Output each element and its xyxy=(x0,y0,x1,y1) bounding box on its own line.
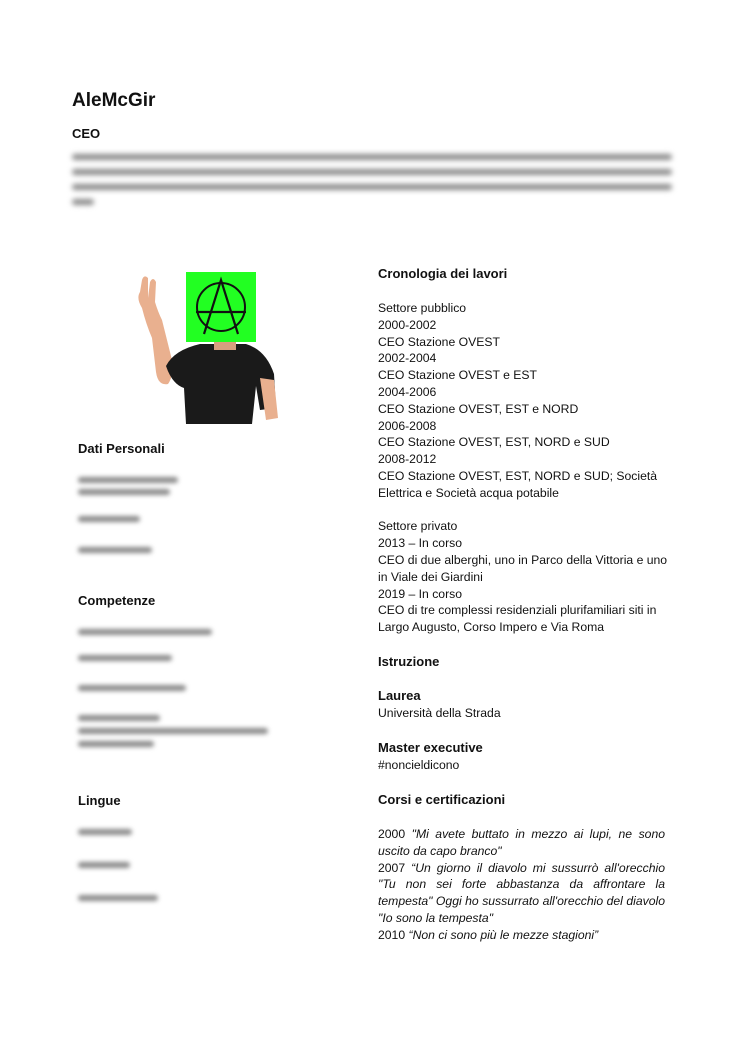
job-period: 2002-2004 xyxy=(378,351,437,366)
public-sector-label: Settore pubblico xyxy=(378,301,467,315)
job-period: 2013 – In corso xyxy=(378,536,463,551)
courses-heading: Corsi e certificazioni xyxy=(378,792,506,807)
course-item xyxy=(378,826,665,860)
skills-heading: Competenze xyxy=(78,593,156,608)
course-item xyxy=(378,860,665,927)
course-text: “Un giorno il diavolo mi sussurrò all'orecchio "Tu non sei forte abbastanza da affrontare la tempesta" Oggi ho sussurrato all'orecchio del diavolo "Io sono la tempesta" xyxy=(378,860,665,925)
person-role: CEO xyxy=(72,126,101,141)
job-description: CEO Stazione OVEST xyxy=(378,334,500,349)
job-description: CEO Stazione OVEST e EST xyxy=(378,368,537,383)
job-period: 2008-2012 xyxy=(378,452,437,467)
course-year: 2000 xyxy=(378,827,406,841)
job-description: CEO di due alberghi, uno in Parco della Vittoria e uno in Viale dei Giardini xyxy=(378,552,668,584)
blurred-skills xyxy=(78,629,268,756)
course-year: 2010 xyxy=(378,927,406,942)
job-period: 2000-2002 xyxy=(378,317,437,332)
job-description: CEO di tre complessi residenziali plurifamiliari siti in Largo Augusto, Corso Impero e Via Roma xyxy=(378,603,657,635)
master-heading: Master executive xyxy=(378,740,483,755)
course-text: "Mi avete buttato in mezzo ai lupi, ne sono uscito da capo branco" xyxy=(378,827,665,858)
degree-heading: Laurea xyxy=(378,688,421,703)
course-text: “Non ci sono più le mezze stagioni” xyxy=(408,927,599,942)
work-history xyxy=(378,300,668,636)
languages-heading: Lingue xyxy=(78,793,121,808)
private-sector-label: Settore privato xyxy=(378,519,458,534)
blurred-languages xyxy=(78,829,158,910)
job-description: CEO Stazione OVEST, EST, NORD e SUD xyxy=(378,435,610,450)
personal-data-heading: Dati Personali xyxy=(78,441,165,456)
education-heading: Istruzione xyxy=(378,654,440,669)
blurred-personal-data xyxy=(78,477,178,562)
avatar-head-square xyxy=(186,272,256,342)
work-history-heading: Cronologia dei lavori xyxy=(378,266,508,281)
degree-school: Università della Strada xyxy=(378,706,501,720)
job-description: CEO Stazione OVEST, EST e NORD xyxy=(378,401,579,416)
job-period: 2004-2006 xyxy=(378,384,437,399)
job-period: 2019 – In corso xyxy=(378,586,463,601)
course-item xyxy=(378,927,665,944)
course-year: 2007 xyxy=(378,860,406,875)
job-period: 2006-2008 xyxy=(378,418,437,433)
person-name: AleMcGir xyxy=(72,90,156,111)
anarchy-a-icon xyxy=(186,272,256,342)
job-description: CEO Stazione OVEST, EST, NORD e SUD; Società Elettrica e Società acqua potabile xyxy=(378,468,658,500)
blurred-summary xyxy=(72,154,672,214)
master-school: #noncieldicono xyxy=(378,758,460,772)
courses-list xyxy=(378,826,665,944)
